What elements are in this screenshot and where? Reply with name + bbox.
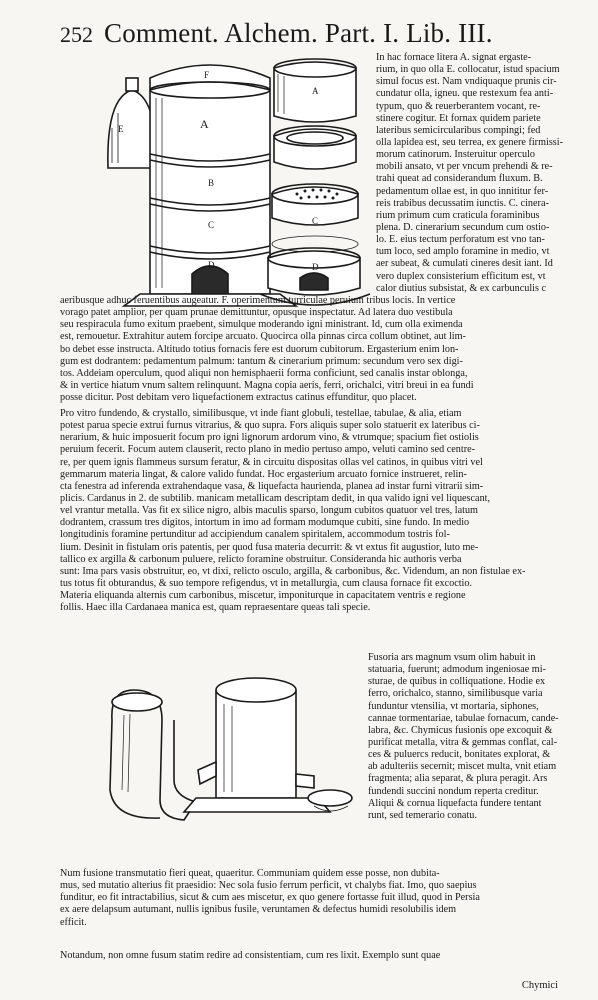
right-column-fusoria [368,652,580,822]
text-line: & in vertice hiatum vnum saltem relinquunt. Magna copia aeris, ferri, orichalci, vitri breui in ea fundi [60,379,474,391]
text-line: In hac fornace litera A. signat ergaste- [376,52,532,63]
right-column-top [376,52,580,295]
text-line: tos. Addeiam operculum, quod aliqui non hemisphaerii forma conficiunt, sed canalis instar oblonga, [60,367,468,379]
text-line: funduntur vtensilia, vt mortaria, siphones, [368,700,539,712]
text-line: cta fenestra ad inferenda extrahendaque vasa, & liquefacta haurienda, planea ad instar furni vitrarii sim- [60,480,484,492]
text-line: typum, quo & reuerberantem vocant, re- [376,100,541,112]
label-A-right: A [312,86,319,96]
text-line: tallico ex argilla & carbonum puluere, relicto foramine obstruitur. Consideranda hic authoris verba [60,553,462,565]
text-line: rium primum cum craticula foraminibus [376,209,540,221]
page-header [60,16,580,56]
text-line: runt, sed temerario conatu. [368,809,477,821]
running-title: Comment. Alchem. Part. I. Lib. III. [104,18,493,48]
text-line: lo. E. eius tectum perforatum est vno tan- [376,234,545,246]
text-line: re, per quem ignis flammeus sursum feratur, & in circuitu dispositas ollas vel catinos, in quibus vitri vel [60,456,483,468]
text-line: mobili ansato, vt per vncum prehendi & re- [376,161,553,173]
label-D-right: D [312,262,319,272]
paragraph-transmutatio [60,868,580,929]
label-F: F [204,70,210,80]
text-line: tus totus fit obturandus, & suo tempore refigendus, vt in metallurgia, cum clausa fornace fit excoctio. [60,577,473,589]
paragraph-notandum [60,950,580,962]
text-line: Pro vitro fundendo, & crystallo, similibusque, vt inde fiant globuli, testellae, tabulae, & alia, etiam [60,408,462,419]
text-line: sunt: Ima pars vasis obstruitur, eo, vt dixi, relicto osculo, argilla, & carbonibus, &c. Videndum, an non fistulae ex- [60,565,526,577]
text-line: est, remouetur. Extrahitur autem forcipe arcuato. Quocirca olla pinnas circa collum obtinet, aut lim- [60,331,466,343]
label-C-tower: C [208,220,215,230]
text-line: Aliqui & cornua liquefacta fundere tentant [368,797,542,809]
text-line: fundendi succini nondum reperta creditur. [368,785,539,797]
ring-B [274,129,356,169]
text-line: Notandum, non omne fusum statim redire ad consistentiam, cum res lixit. Exemplo sunt quae [60,950,441,961]
text-line: follis. Haec illa Cardanaea manica est, quam repraesentare queas tali specie. [60,602,371,614]
text-line: plena. D. cinerarium secundum cum ostio- [376,221,550,233]
text-line: gum est dodrantem: pedamentum palmum: tantum & cinerarium primum: secundum vero sex digi- [60,355,463,367]
text-line: vero duplex consisterium efficitum est, vt [376,270,546,282]
text-line: gemmarum materia lingat, & calore valido fundat. Hoc ergasterium arcuato fornice instrueret, relin- [60,468,467,480]
text-line: ab adulteriis secernit; miscet multa, vnit etiam [368,761,557,773]
text-line: Num fusione transmutatio fieri queat, quaeritur. Communiam quidem esse posse, non dubita- [60,868,440,879]
paragraph-furnace [60,295,580,404]
text-line: purificat metalla, vitra & gemmas conflat, cal- [368,736,557,748]
text-line: peruium fecerit. Focum autem clauserit, recto plano in medio pertuso ampo, veluti camino sed centre- [60,444,476,456]
text-line: bo debet esse instructa. Altitudo totius fornacis fere est duorum cubitorum. Ergasterium enim lon- [60,343,459,355]
label-B-tower: B [208,178,215,188]
text-line: longitudinis foramine pertunditur ad accipiendum canalem spiritalem, accommodum tostris fol- [60,529,450,541]
text-line: olla lapidea est, seu terrea, ex genere firmissi- [376,136,563,148]
label-E: E [118,124,124,134]
label-A-tower: A [200,117,209,131]
text-line: aer subeat, & cumulati cineres desit iant. Id [376,258,553,270]
text-line: lateribus semicircularibus compingi; fed [376,124,541,136]
text-line: simul focus est. Nam vndiquaque prunis cir- [376,76,557,88]
text-line: vel vrantur metalla. Vas fit ex silice nigro, albis maculis sparso, longum cubitos quatuor vel tres, latum [60,505,478,517]
text-line: statuaria, fuerunt; admodum ingeniosae mi- [368,664,546,676]
text-line: morum catinorum. Insteruitur operculo [376,149,535,161]
text-line: lium. Desinit in fistulam oris patentis, per quod fusa materia decurrit: & vt extus fit augustior, luto me- [60,541,479,553]
text-line: posse dicitur. Post debitam vero liquefactionem extractus catinus effunditur, quo placet. [60,392,417,404]
text-line: pedamentum ollae est, in quo innititur fer- [376,185,549,197]
text-line: dodrantem, crassum tres digitos, intortum in imo ad formam modumque cubiti, sine fundo. In medio [60,517,470,529]
text-line: trahi queat ad considerandum fluxum. B. [376,173,543,185]
tall-vessel [216,690,296,798]
catchword: Chymici [521,980,558,991]
text-line: cundatur olla, igneu. que restexum fea anti- [376,88,554,100]
bell-lid-outline [108,90,156,168]
text-line: reis trabibus decussatim iunctis. C. cinera- [376,197,549,209]
label-C-right: C [312,216,319,226]
text-line: labra, &c. Chymicus fusionis ope excoquit & [368,724,553,736]
text-line: seu respiracula fumo exitum praebent, simulque moderando igni ministrant. Id, cum olla eximenda [60,319,463,331]
text-line: rium, in quo olla E. collocatur, istud spacium [376,64,560,76]
label-D-tower: D [208,260,215,270]
text-line: Materia eliquanda alternis cum carbonibus, miscetur, imponiturque in capacitatem ventris e regione [60,590,466,602]
text-line: ex aere delapsum autumant, nullis ignibus fusile, veruntamen & defectus humidi resolubilis idem [60,904,457,916]
text-line: stinere cogitur. Et fornax quidem pariete [376,112,541,124]
text-line: funditur, eo fit intractabilius, sicut & cum aes miscetur, ex quo genere fortasse fuit illud, quod in Persia [60,892,480,904]
text-line: mus, sed mutatio alterius fit praesidio: Nec sola fusio ferrum perficit, vt chalybs fiat. Imo, quo saepius [60,880,477,892]
furnace-figure [100,58,372,322]
text-line: fragmenta; alia separat, & plura peragit. Ars [368,773,548,785]
paragraph-cardanus [60,408,580,614]
text-line: calor diutius subsistat, & ex carbunculis c [376,282,547,294]
text-line: nerarium, & huic imposuerit focum pro igni lignorum ardorum vino, & vtrumque; spacium fiet ostiolis [60,432,479,444]
text-line: potest parua specie extrui furnus vitrarius, & quo supra. Fors aliquis super solo statuerit ex lateribus ci- [60,420,480,432]
text-line: tum loco, sed amplo foramine in medio, vt [376,246,550,258]
text-line: aeribusque adhuc feruentibus augeatur. F. operimentum turriculae peruium tribus locis. In vertice [60,295,456,306]
text-line: ces & puluercs reducit, bonitates explorat, & [368,749,551,761]
text-line: efficit. [60,916,87,928]
manica-figure [104,620,354,825]
text-line: ferro, orichalco, stanno, similibusque varia [368,688,543,700]
text-line: vorago patet amplior, per quam prunae demittuntur, opusque inspectatur. Ad latera duo vestibula [60,307,453,319]
text-line: plicis. Cardanus in 2. de subtilib. manicam metallicam descriptam dedit, in qua valido igni vel liquescant, [60,492,491,504]
text-line: cannae tormentariae, tabulae fornacum, cande- [368,712,559,724]
text-line: sturae, de quibus in colliquatione. Hodie ex [368,676,546,688]
text-line: Fusoria ars magnum vsum olim habuit in [368,652,536,663]
page-number: 252 [60,22,93,47]
